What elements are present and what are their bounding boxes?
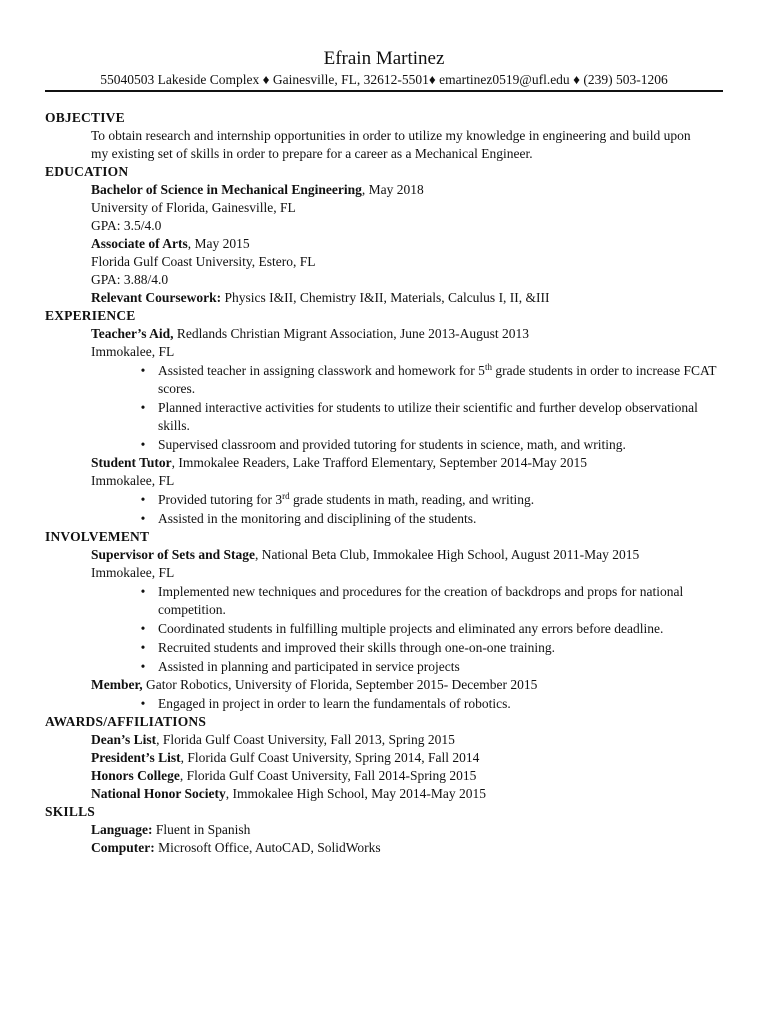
bullet-item bbox=[140, 582, 723, 619]
bullet-text: Assisted in the monitoring and disciplining of the students. bbox=[158, 511, 477, 526]
job-org: , Immokalee Readers, Lake Trafford Elementary, September 2014-May 2015 bbox=[171, 455, 588, 470]
candidate-name: Efrain Martinez bbox=[323, 48, 445, 69]
skill-text: Fluent in Spanish bbox=[152, 822, 251, 837]
bullet-dot-icon: • bbox=[140, 437, 146, 452]
bullet-text: Implemented new techniques and procedures for the creation of backdrops and props for national competition. bbox=[158, 584, 684, 617]
bullet-dot-icon: • bbox=[140, 696, 146, 711]
job-title-line bbox=[91, 325, 735, 343]
degree-date: , May 2015 bbox=[187, 236, 250, 251]
bullet-dot-icon: • bbox=[140, 400, 146, 415]
skill-line bbox=[91, 821, 735, 839]
school-line: Florida Gulf Coast University, Estero, FL bbox=[91, 254, 316, 269]
skill-text: Microsoft Office, AutoCAD, SolidWorks bbox=[154, 840, 381, 855]
skills-heading: SKILLS bbox=[45, 804, 95, 819]
objective-text: To obtain research and internship opportunities in order to utilize my knowledge in engineering and build upon my existing set of skills in order to prepare for a career as a Mechanical Engineer. bbox=[91, 128, 691, 161]
role-org: Gator Robotics, University of Florida, September 2015- December 2015 bbox=[142, 677, 538, 692]
email: emartinez0519@ufl.edu bbox=[439, 72, 570, 87]
bullet-text: Engaged in project in order to learn the fundamentals of robotics. bbox=[158, 696, 511, 711]
degree-bachelor bbox=[91, 181, 735, 199]
separator-diamond: ♦ bbox=[262, 72, 270, 87]
bullet-text: Supervised classroom and provided tutoring for students in science, math, and writing. bbox=[158, 437, 626, 452]
job-title-line bbox=[91, 454, 735, 472]
award-line bbox=[91, 767, 735, 785]
bullet-dot-icon: • bbox=[140, 511, 146, 526]
objective-heading: OBJECTIVE bbox=[45, 110, 125, 125]
bullet-item bbox=[140, 361, 723, 398]
degree-title: Associate of Arts bbox=[91, 236, 188, 251]
bullet-text: Assisted in planning and participated in service projects bbox=[158, 659, 460, 674]
ordinal-suffix: rd bbox=[282, 491, 290, 501]
bullet-item bbox=[140, 435, 723, 454]
ordinal-suffix: th bbox=[484, 362, 492, 372]
award-line bbox=[91, 749, 735, 767]
role-bullets bbox=[45, 694, 735, 713]
bullet-text: Assisted teacher in assigning classwork and homework for 5 bbox=[158, 363, 485, 378]
bullet-dot-icon: • bbox=[140, 621, 146, 636]
resume-body bbox=[45, 109, 735, 857]
awards-heading: AWARDS/AFFILIATIONS bbox=[45, 714, 207, 729]
award-text: , Florida Gulf Coast University, Fall 2013, Spring 2015 bbox=[156, 732, 455, 747]
bullet-item bbox=[140, 638, 723, 657]
bullet-item bbox=[140, 657, 723, 676]
coursework-label: Relevant Coursework: bbox=[91, 290, 222, 305]
job-location: Immokalee, FL bbox=[91, 473, 175, 488]
bullet-dot-icon: • bbox=[140, 584, 146, 599]
job-title: Teacher’s Aid, bbox=[91, 326, 174, 341]
award-text: , Immokalee High School, May 2014-May 2015 bbox=[225, 786, 486, 801]
award-title: Honors College bbox=[91, 768, 180, 783]
bullet-item bbox=[140, 694, 723, 713]
role-location: Immokalee, FL bbox=[91, 565, 175, 580]
award-text: , Florida Gulf Coast University, Fall 2014-Spring 2015 bbox=[179, 768, 477, 783]
bullet-dot-icon: • bbox=[140, 640, 146, 655]
bullet-text: Provided tutoring for 3 bbox=[158, 492, 283, 507]
award-line bbox=[91, 731, 735, 749]
degree-title: Bachelor of Science in Mechanical Engineering bbox=[91, 182, 362, 197]
degree-associate bbox=[91, 235, 735, 253]
role-title-line bbox=[91, 546, 735, 564]
award-title: Dean’s List bbox=[91, 732, 157, 747]
skill-label: Computer: bbox=[91, 840, 155, 855]
address: 55040503 Lakeside Complex bbox=[100, 72, 260, 87]
coursework-line bbox=[91, 289, 735, 307]
job-location: Immokalee, FL bbox=[91, 344, 175, 359]
bullet-text: grade students in math, reading, and writing. bbox=[289, 492, 535, 507]
job-org: Redlands Christian Migrant Association, June 2013-August 2013 bbox=[173, 326, 529, 341]
skill-line bbox=[91, 839, 735, 857]
role-bullets bbox=[45, 582, 735, 676]
bullet-item bbox=[140, 490, 723, 509]
contact-line bbox=[0, 71, 768, 89]
role-title-line bbox=[91, 676, 735, 694]
school-line: University of Florida, Gainesville, FL bbox=[91, 200, 296, 215]
bullet-text: grade students in order to increase FCAT scores. bbox=[158, 363, 717, 396]
job-bullets bbox=[45, 361, 735, 454]
phone: (239) 503-1206 bbox=[583, 72, 668, 87]
job-bullets bbox=[45, 490, 735, 528]
bullet-dot-icon: • bbox=[140, 659, 146, 674]
award-title: President’s List bbox=[91, 750, 181, 765]
bullet-text: Recruited students and improved their skills through one-on-one training. bbox=[158, 640, 556, 655]
award-line bbox=[91, 785, 735, 803]
header-rule bbox=[45, 90, 723, 92]
separator-diamond: ♦ bbox=[573, 72, 580, 87]
separator-diamond: ♦ bbox=[428, 72, 436, 87]
gpa-line: GPA: 3.88/4.0 bbox=[91, 272, 169, 287]
bullet-item bbox=[140, 509, 723, 528]
bullet-text: Planned interactive activities for students to utilize their scientific and further develop observational skills. bbox=[158, 400, 698, 433]
involvement-heading: INVOLVEMENT bbox=[45, 529, 150, 544]
role-title: Member, bbox=[91, 677, 143, 692]
gpa-line: GPA: 3.5/4.0 bbox=[91, 218, 162, 233]
city: Gainesville, FL, 32612-5501 bbox=[272, 72, 429, 87]
bullet-text: Coordinated students in fulfilling multiple projects and eliminated any errors before deadline. bbox=[158, 621, 664, 636]
role-org: , National Beta Club, Immokalee High School, August 2011-May 2015 bbox=[255, 547, 640, 562]
award-title: National Honor Society bbox=[91, 786, 226, 801]
bullet-dot-icon: • bbox=[140, 492, 146, 507]
bullet-item bbox=[140, 398, 723, 435]
degree-date: , May 2018 bbox=[361, 182, 424, 197]
experience-heading: EXPERIENCE bbox=[45, 308, 136, 323]
bullet-dot-icon: • bbox=[140, 363, 146, 378]
skill-label: Language: bbox=[91, 822, 153, 837]
education-heading: EDUCATION bbox=[45, 164, 129, 179]
job-title: Student Tutor bbox=[91, 455, 172, 470]
bullet-item bbox=[140, 619, 723, 638]
coursework-text: Physics I&II, Chemistry I&II, Materials, Calculus I, II, &III bbox=[221, 290, 550, 305]
role-title: Supervisor of Sets and Stage bbox=[91, 547, 256, 562]
award-text: , Florida Gulf Coast University, Spring 2014, Fall 2014 bbox=[180, 750, 480, 765]
